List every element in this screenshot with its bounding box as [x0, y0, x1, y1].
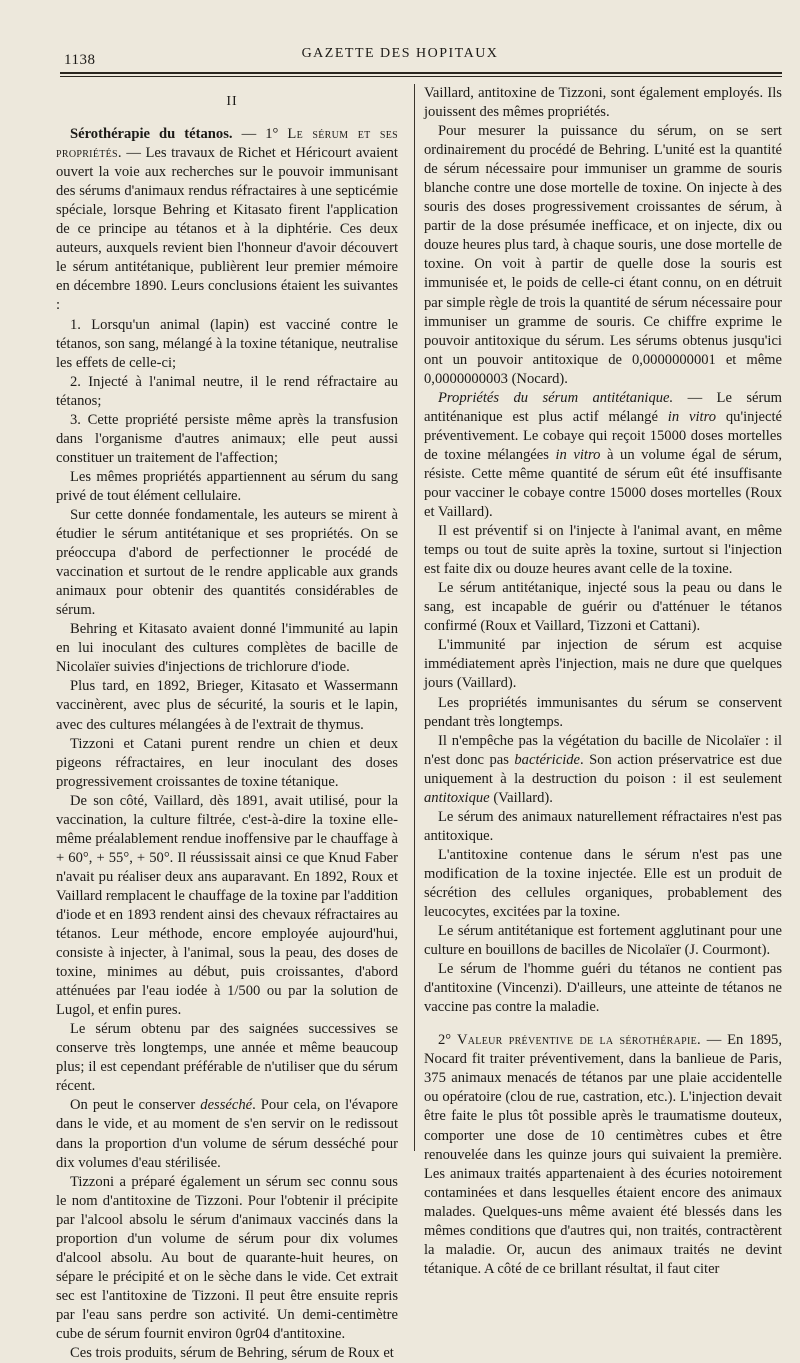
header-rule: [60, 72, 782, 77]
subheading: Valeur préventive de la sérothérapie.: [456, 1032, 701, 1049]
paragraph: [424, 732, 782, 808]
paragraph: Ces trois produits, sérum de Behring, sérum de Roux et: [70, 1345, 394, 1362]
italic-term: in vitro: [555, 446, 601, 463]
paragraph-text: — Les travaux de Richet et Héricourt avaient ouvert la voie aux recherches sur le pouvoir immunisant des sérums d'animaux rendus réfractaires à une septicémie spéciale, lorsque Behring et Kitasato firent l'application de ce principe au tétanos et à la diphtérie. Ces deux auteurs, auxquels revient bien l'honneur d'avoir découvert le sérum antitétanique, publièrent leur premier mémoire en décembre 1890. Leurs conclusions étaient les suivantes :: [56, 145, 398, 314]
column-divider: [414, 84, 415, 1151]
paragraph: Tizzoni et Catani purent rendre un chien et deux pigeons réfractaires, en leur inoculant des doses progressivement croissantes de toxine tétanique.: [56, 735, 398, 790]
paragraph: Les propriétés immunisantes du sérum se conservent pendant très longtemps.: [424, 694, 782, 730]
paragraph: Tizzoni a préparé également un sérum sec connu sous le nom d'antitoxine de Tizzoni. Pour l'obtenir il précipite par l'alcool absolu le sérum d'animaux vaccinés dans la proportion d'un volume de sérum pour dix volumes d'alcool absolu. Au bout de quarante-huit heures, on sépare le précipité et on le sèche dans le vide. Cet extrait sec est l'antitoxine de Tizzoni. Il peut être ensuite repris par l'eau sans perdre son activité. Un demi-centimètre cube de sérum fournit environ 0gr04 d'antitoxine.: [56, 1173, 398, 1342]
italic-term: antitoxique: [424, 789, 490, 806]
paragraph-text: — En 1895, Nocard fit traiter préventivement, dans la banlieue de Paris, 375 animaux menacés de tétanos par une plaie accidentelle ou opératoire (clou de rue, castration, etc.). L'injection devait être faite le plus tôt possible après le traumatisme douteux, comporter une dose de 10 centimètres cubes et être renouvelée dans les quinze jours qui suivaient la première. Les animaux traités appartenaient à des écuries notoirement contaminées et dans lesquelles étaient encore des animaux malades. Quelques-uns même avaient été blessés dans les mêmes conditions que d'autres qui, non traités, contractèrent la maladie. Or, aucun des animaux traités ne devint tétanique. A côté de ce brillant résultat, il faut citer: [424, 1032, 782, 1277]
paragraph: Vaillard, antitoxine de Tizzoni, sont également employés. Ils jouissent des mêmes propriétés.: [424, 85, 782, 121]
text-span: On peut le conserver: [70, 1097, 201, 1114]
paragraph: Le sérum antitétanique est fortement agglutinant pour une culture en bouillons de bacilles de Nicolaïer (J. Courmont).: [424, 923, 782, 959]
text-span: . Son action préservatrice est due uniquement à la destruction du poison : il est seulement: [424, 751, 783, 787]
paragraph: Pour mesurer la puissance du sérum, on se sert ordinairement du procédé de Behring. L'unité est la quantité de sérum nécessaire pour immuniser un gramme de souris blanche contre une dose mortelle de toxine. On injecte à des souris des doses progressivement croissantes de sérum, à partir de la dose présumée inefficace, et on injecte, dix ou douze heures plus tard, à chaque souris, une dose mortelle de toxine. On voit à partir de quelle dose la souris est immunisée et, le poids de celle-ci étant connu, on en détruit par simple règle de trois la quantité de sérum nécessaire pour immuniser un gramme de souris. Ce chiffre exprime le pouvoir antitoxique du sérum. Les sérums obtenus jusqu'ici ont un pouvoir antitoxique de 0,0000000001 et même 0,0000000003 (Nocard).: [424, 123, 782, 387]
italic-term: bactéricide: [514, 751, 581, 768]
text-span: — Le sérum antiténanique est plus actif mélangé: [424, 389, 782, 425]
paragraph: Les mêmes propriétés appartiennent au sérum du sang privé de tout élément cellulaire.: [56, 468, 398, 504]
paragraph: Behring et Kitasato avaient donné l'immunité au lapin en lui inoculant des cultures complètes de bacille de Nicolaïer suivies d'injections de trichlorure d'iode.: [56, 621, 398, 676]
paragraph: Il est préventif si on l'injecte à l'animal avant, en même temps ou tout de suite après la toxine, surtout si l'injection est faite dix ou douze heures avant celle de la toxine.: [424, 523, 782, 578]
text-span: qu'injecté préventivement. Le cobaye qui reçoit 15000 doses mortelles de toxine mélangées: [424, 408, 783, 463]
running-title: GAZETTE DES HOPITAUX: [301, 46, 499, 61]
paragraph: De son côté, Vaillard, dès 1891, avait utilisé, pour la vaccination, la culture filtrée, c'est-à-dire la toxine elle-même préalablement rendue inoffensive par le chauffage à + 60°, + 55°, + 50°. Il réussissait ainsi ce que Knud Faber n'avait pu réaliser deux ans auparavant. En 1892, Roux et Vaillard remplacent le chauffage de la toxine par l'addition d'iode et en 1893 rendent ainsi des chevaux réfractaires au tétanos. Leur méthode, encore employée aujourd'hui, consiste à injecter, à l'animal, sous la peau, des doses de toxine, minimes au début, puis croissantes, d'abord atténuées par l'eau iodée à 1/500 ou par la solution de Lugol, et enfin pures.: [56, 792, 398, 1019]
text-span: à un volume égal de sérum, résiste. Cette même quantité de sérum eût été insuffisante pour vacciner le cobaye contre 15000 doses mortelles (Roux et Vaillard).: [424, 446, 782, 521]
right-column: [424, 84, 782, 1279]
paragraph: [424, 1031, 782, 1279]
paragraph: Le sérum antitétanique, injecté sous la peau ou dans le sang, est incapable de guérir ou d'atténuer le tétanos confirmé (Roux et Vaillard, Tizzoni et Cattani).: [424, 580, 782, 635]
page-header: [48, 44, 752, 66]
paragraph: Sur cette donnée fondamentale, les auteurs se mirent à étudier le sérum antitétanique et ses propriétés. On se préoccupa d'abord de perfectionner le procédé de vaccination et surtout de le rendre applicable aux grands animaux pour obtenir des quantités considérables de sérum.: [56, 506, 398, 619]
paragraph: Le sérum obtenu par des saignées successives se conserve très longtemps, une année et même beaucoup plus; il est cependant préférable de n'utiliser que du sérum récent.: [56, 1021, 398, 1095]
paragraph: 2. Injecté à l'animal neutre, il le rend réfractaire au tétanos;: [56, 373, 398, 409]
subheading-number: 2°: [438, 1032, 457, 1049]
paragraph: 3. Cette propriété persiste même après la transfusion dans l'organisme d'autres animaux; elle peut aussi constituer un traitement de l'affection;: [56, 411, 398, 466]
text-span: Il n'empêche pas la végétation du bacille de Nicolaïer : il n'est donc pas: [424, 732, 782, 768]
text-span: (Vaillard).: [489, 789, 553, 806]
paragraph: [56, 1096, 398, 1172]
page-number: 1138: [64, 52, 96, 68]
paragraph: Plus tard, en 1892, Brieger, Kitasato et Wassermann vaccinèrent, avec plus de sécurité, la souris et le lapin, avec des cultures mélangées à de l'extrait de thymus.: [56, 678, 398, 733]
paragraph: [424, 389, 782, 522]
subheading: Le sérum et ses propriétés.: [56, 126, 398, 162]
italic-term: desséché: [200, 1097, 253, 1114]
paragraph: [56, 125, 398, 315]
section-numeral: II: [226, 94, 238, 109]
section-heading: Sérothérapie du tétanos.: [70, 126, 233, 143]
left-column: [56, 84, 398, 1363]
italic-heading: Propriétés du sérum antitétanique.: [438, 389, 674, 406]
paragraph: L'antitoxine contenue dans le sérum n'est pas une modification de la toxine injectée. Elle est un produit de sécrétion des cellules organiques, probablement des leucocytes, excitées par la toxine.: [424, 846, 782, 921]
text-span: . Pour cela, on l'évapore dans le vide, et au moment de s'en servir on le redissout dans la proportion d'un volume de sérum desséché pour dix volumes d'eau stérilisée.: [56, 1097, 398, 1171]
subheading-number: 1°: [265, 126, 288, 143]
italic-term: in vitro: [667, 408, 717, 425]
section-gap: [424, 1017, 782, 1031]
paragraph: Le sérum de l'homme guéri du tétanos ne contient pas d'antitoxine (Vincenzi). D'ailleurs, une atteinte de tétanos ne vaccine pas contre la maladie.: [424, 961, 782, 1016]
paragraph: 1. Lorsqu'un animal (lapin) est vacciné contre le tétanos, son sang, mélangé à la toxine tétanique, neutralise les effets de celle-ci;: [56, 316, 398, 371]
paragraph: Le sérum des animaux naturellement réfractaires n'est pas antitoxique.: [424, 808, 782, 844]
dash: —: [232, 126, 266, 143]
paragraph: L'immunité par injection de sérum est acquise immédiatement après l'injection, mais ne dure que quelques jours (Vaillard).: [424, 637, 782, 692]
